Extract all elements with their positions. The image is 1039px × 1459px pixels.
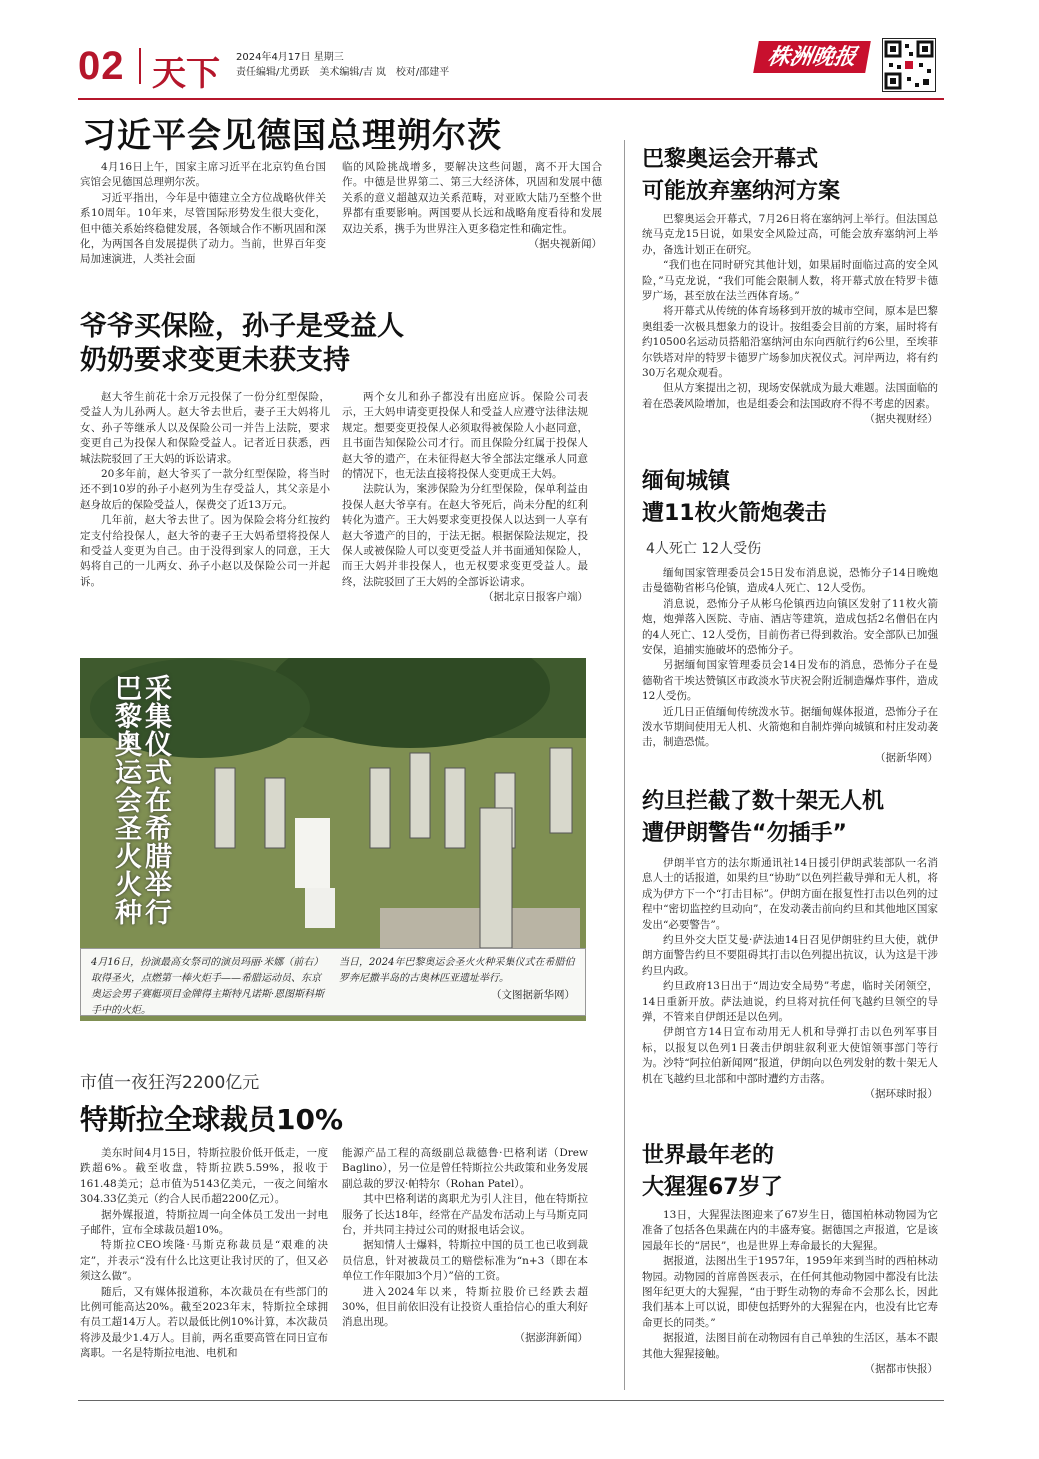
photo-caption — [80, 948, 586, 1016]
r1-body — [642, 212, 938, 428]
footer-rule — [78, 1400, 944, 1401]
subhead-myanmar: 4人死亡 12人受伤 — [646, 541, 762, 557]
header-divider — [139, 48, 141, 84]
r4-body — [642, 1208, 938, 1377]
a3-col1 — [80, 1146, 328, 1362]
staff-line: 责任编辑/尤勇跃 美术编辑/吉 岚 校对/邵建平 — [236, 67, 450, 78]
source-credit: （据央视新闻） — [528, 238, 602, 251]
paragraph: 据报道，法图出生于1957年，1959年来到当时的西柏林动物园。动物园的首席兽医表示，在任何其他动物园中都没有比法图年纪更大的大猩猩，“由于野生动物的寿命不会那么长，因此我们基本上可以说，即使包括野外的大猩猩在内，也没有比它寿命更长的同类。” — [642, 1255, 938, 1329]
headline-paris-2: 可能放弃塞纳河方案 — [642, 179, 841, 204]
paragraph: 4月16日上午，国家主席习近平在北京钓鱼台国宾馆会见德国总理朔尔茨。 — [80, 161, 326, 189]
paragraph: 近几日正值缅甸传统泼水节。据缅甸媒体报道，恐怖分子在泼水节期间使用无人机、火箭炮和自制炸弹向城镇和村庄发动袭击，制造恐慌。 — [642, 705, 938, 749]
source-credit: （据都市快报） — [864, 1363, 938, 1376]
source-credit: （据央视财经） — [864, 413, 938, 426]
paragraph: 美东时间4月15日，特斯拉股价低开低走，一度跌超6%。截至收盘，特斯拉跌5.59%，报收于161.48美元；总市值为5143亿美元，一夜之间缩水304.33亿美元（约合人民币超2200亿元）。 — [80, 1147, 328, 1206]
paragraph: 伊朗半官方的法尔斯通讯社14日援引伊朗武装部队一名消息人士的话报道，如果约旦“协助”以色列拦截导弹和无人机，将成为伊方下一个“打击目标”。伊朗方面在报复性打击以色列的过程中“密切监控约旦动向”，在发动袭击前向约旦和其他地区国家发出“必要警告”。 — [642, 857, 938, 931]
r3-body — [642, 856, 938, 1103]
paragraph: 消息说，恐怖分子从彬乌伦镇西边向镇区发射了11枚火箭炮，炮弹落入医院、寺庙、酒店等建筑，造成包括2名僧侣在内的4人死亡、12人受伤，目前伤者已得到救治。安全部队已加强安保，追捕实施破坏的恐怖分子。 — [642, 597, 938, 657]
paragraph: 法院认为，案涉保险为分红型保险，保单利益由投保人赵大爷享有。在赵大爷死后，尚未分配的红利转化为遗产。王大妈要求变更投保人以达到一人享有赵大爷遗产的目的，于法无据。根据保险法规定，投保人或被保险人可以变更受益人并书面通知保险人，而王大妈并非投保人，也无权要求变更受益人。最终，法院驳回了王大妈的全部诉讼请求。 — [342, 483, 588, 588]
paragraph: 赵大爷生前花十余万元投保了一份分红型保险，受益人为儿孙两人。赵大爷去世后，妻子王大妈将儿女、孙子等继承人以及保险公司一并告上法院，要求变更自己为投保人和保险受益人。记者近日获悉，西城法院驳回了王大妈的诉讼请求。 — [80, 391, 330, 465]
paragraph: 特斯拉CEO埃隆·马斯克称裁员是“艰难的决定”，并表示“没有什么比这更让我讨厌的了，但又必须这么做”。 — [80, 1239, 328, 1283]
headline-tesla: 特斯拉全球裁员10% — [80, 1103, 344, 1136]
paragraph: 几年前，赵大爷去世了。因为保险会将分红按约定支付给投保人，赵大爷的妻子王大妈希望将投保人和受益人变更为自己。由于没得到家人的同意，王大妈将自己的一儿两女、孙子小赵以及保险公司一并起诉。 — [80, 514, 330, 588]
paragraph: 但从方案提出之初，现场安保就成为最大难题。法国面临的着在恐袭风险增加，也是组委会和法国政府不得不考虑的因素。 — [642, 382, 938, 410]
a1-col2 — [342, 160, 602, 252]
section-title: 天下 — [152, 54, 220, 94]
paragraph: 20多年前，赵大爷买了一款分红型保险，将当时还不到10岁的孙子小赵列为生存受益人，其父亲是小赵身故后的保险受益人，保费交了近13万元。 — [80, 468, 330, 511]
header-rule — [78, 98, 944, 100]
date-line: 2024年4月17日 星期三 — [236, 52, 344, 63]
headline-gorilla-1: 世界最年老的 — [642, 1143, 775, 1168]
headline-xi-scholz: 习近平会见德国总理朔尔茨 — [82, 116, 502, 156]
header-meta — [236, 50, 449, 80]
paragraph: 伊朗官方14日宣布动用无人机和导弹打击以色列军事目标，以报复以色列1日袭击伊朗驻叙利亚大使馆领事部门等行为。沙特“阿拉伯新闻网”报道，伊朗向以色列发射的数十架无人机在飞越约旦北部和中部时遭约方击落。 — [642, 1026, 938, 1085]
qr-code-icon — [882, 38, 936, 92]
photo-title-a: 巴黎奥运会圣火火种 — [110, 674, 141, 926]
photo-title-b: 采集仪式在希腊举行 — [140, 674, 171, 926]
headline-myanmar-1: 缅甸城镇 — [642, 469, 731, 494]
paragraph: 将开幕式从传统的体育场移到开放的城市空间，原本是巴黎奥组委一次极具想象力的设计。按组委会目前的方案，届时将有约10500名运动员搭船沿塞纳河由东向西航行约6公里，至埃菲尔铁塔对岸的特罗卡德罗广场参加庆祝仪式。河岸两边，将有约30万名观众观看。 — [642, 305, 938, 380]
a1-col1 — [80, 160, 326, 268]
source-credit: （文图据新华网） — [491, 989, 575, 1001]
headline-paris-1: 巴黎奥运会开幕式 — [642, 147, 819, 172]
newspaper-logo: 株洲晚报 — [753, 41, 871, 73]
source-credit: （据新华网） — [875, 751, 938, 764]
paragraph: 能源产品工程的高级副总裁德鲁·巴格利诺（Drew Baglino），另一位是曾任特斯拉公共政策和业务发展副总裁的罗汉·帕特尔（Rohan Patel）。 — [342, 1147, 588, 1190]
headline-jordan-2: 遭伊朗警告“勿插手” — [642, 821, 847, 846]
paragraph: 约旦外交大臣艾曼·萨法迪14日召见伊朗驻约旦大使，就伊朗方面警告约旦不要阻碍其打击以色列提出抗议，认为这是干涉约旦内政。 — [642, 934, 938, 977]
a2-col2 — [342, 390, 588, 606]
paragraph: 两个女儿和孙子都没有出庭应诉。保险公司表示，王大妈申请变更投保人和受益人应遵守法律法规规定。想要变更投保人必须取得被保险人小赵同意，且书面告知保险公司才行。而且保险分红属于投保人赵大爷的遗产，在未征得赵大爷全部法定继承人同意的情况下，也无法直接将投保人变更成王大妈。 — [342, 391, 588, 481]
paragraph: 13日，大猩猩法图迎来了67岁生日，德国柏林动物园为它准备了包括各色果蔬在内的丰盛寿宴。据德国之声报道，它是该园最年长的“居民”，也是世界上寿命最长的大猩猩。 — [642, 1209, 938, 1252]
caption-text-a: 4月16日，扮演最高女祭司的演员玛丽·米娜（前右）取得圣火，点燃第一棒火炬手——希腊运动员、东京奥运会男子赛艇项目金牌得主斯特凡诺斯·恩图斯科斯手中的火炬。 — [91, 957, 325, 1016]
paragraph: 据报道，法图目前在动物园有自己单独的生活区，基本不跟其他大猩猩接触。 — [642, 1332, 938, 1360]
paragraph: 进入2024年以来，特斯拉股价已经跌去超30%，但目前依旧没有让投资人重拾信心的重大利好消息出现。 — [342, 1285, 588, 1329]
a3-col2 — [342, 1146, 588, 1346]
paragraph: 习近平指出，今年是中德建立全方位战略伙伴关系10周年。10年来，尽管国际形势发生很大变化，但中德关系始终稳健发展，各领域合作不断巩固和深化，为两国各自发展提供了动力。当前，世界百年变局加速演进，人类社会面 — [80, 191, 326, 266]
paragraph: “我们也在同时研究其他计划，如果届时面临过高的安全风险，”马克龙说，“我们可能会限制人数，将开幕式放在特罗卡德罗广场，甚至放在法兰西体育场。” — [642, 259, 938, 303]
column-divider — [624, 140, 625, 1390]
a2-col1 — [80, 390, 330, 590]
paragraph: 其中巴格利诺的离职尤为引人注目，他在特斯拉服务了长达18年，经常在产品发布活动上与马斯克同台，并共同主持过公司的财报电话会议。 — [342, 1193, 588, 1237]
source-credit: （据北京日报客户端） — [483, 591, 588, 604]
headline-insurance-1: 爷爷买保险，孙子是受益人 — [80, 311, 404, 342]
headline-insurance-2: 奶奶要求变更未获支持 — [80, 345, 350, 376]
paragraph: 另据缅甸国家管理委员会14日发布的消息，恐怖分子在曼德勒省干埃达赞镇区市政淡水节庆祝会附近制造爆炸事件，造成12人受伤。 — [642, 659, 938, 703]
kicker-tesla: 市值一夜狂泻2200亿元 — [80, 1073, 260, 1093]
caption-text-b: 当日，2024年巴黎奥运会圣火火种采集仪式在希腊伯罗奔尼撒半岛的古奥林匹亚遗址举行。 — [339, 957, 575, 984]
paragraph: 缅甸国家管理委员会15日发布消息说，恐怖分子14日晚炮击曼德勒省彬乌伦镇，造成4人死亡、12人受伤。 — [642, 567, 938, 595]
r2-body — [642, 566, 938, 766]
paragraph: 随后，又有媒体报道称，本次裁员在有些部门的比例可能高达20%。截至2023年末，特斯拉全球拥有员工超14万人。若以最低比例10%计算，本次裁员将涉及最少1.4万人。目前，两名重要高管在同日宣布离职。一名是特斯拉电池、电机和 — [80, 1285, 328, 1360]
source-credit: （据环球时报） — [864, 1088, 938, 1101]
paragraph: 据外媒报道，特斯拉周一向全体员工发出一封电子邮件，宣布全球裁员超10%。 — [80, 1208, 328, 1237]
page-number: 02 — [78, 44, 125, 88]
headline-myanmar-2: 遭11枚火箭炮袭击 — [642, 501, 827, 526]
headline-jordan-1: 约旦拦截了数十架无人机 — [642, 789, 885, 814]
paragraph: 巴黎奥运会开幕式，7月26日将在塞纳河上举行。但法国总统马克龙15日说，如果安全风险过高，可能会放弃塞纳河上举办，备选计划正在研究。 — [642, 213, 938, 256]
source-credit: （据澎湃新闻） — [514, 1331, 588, 1344]
paragraph: 据知情人士爆料，特斯拉中国的员工也已收到裁员信息，针对被裁员工的赔偿标准为“n+3（即在本单位工作年限加3个月）”倍的工资。 — [342, 1239, 588, 1283]
headline-gorilla-2: 大猩猩67岁了 — [642, 1175, 783, 1200]
paragraph: 约旦政府13日出于“周边安全局势”考虑，临时关闭领空，14日重新开放。萨法迪说，约旦将对抗任何飞越约旦领空的导弹，不管来自伊朗还是以色列。 — [642, 980, 938, 1024]
paragraph: 临的风险挑战增多，要解决这些问题，离不开大国合作。中德是世界第二、第三大经济体，巩固和发展中德关系的意义超越双边关系范畴，对亚欧大陆乃至整个世界都有重要影响。两国要从长远和战略角度看待和发展双边关系，携手为世界注入更多稳定性和确定性。 — [342, 161, 602, 235]
